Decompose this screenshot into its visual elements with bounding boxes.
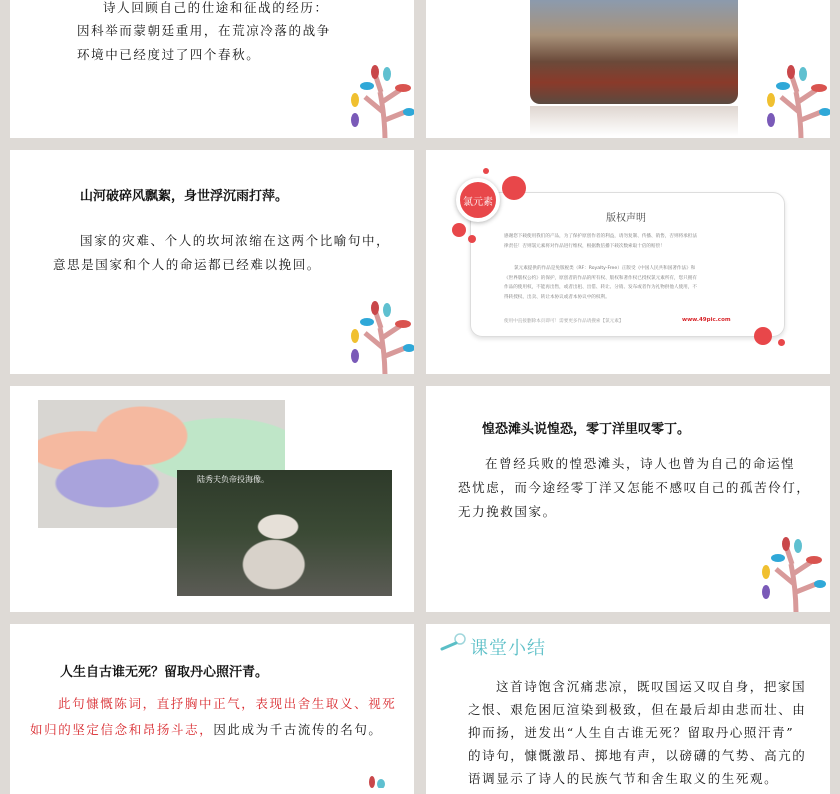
text-line: 环境中已经度过了四个春秋。 [77, 47, 261, 62]
slide-thumbnail-summary[interactable] [426, 624, 830, 794]
text-line: 氯元素提供的作品是免版税类（RF：Royalty-Free）正版受《中国人民共和国著作法》和 [514, 266, 696, 271]
slide-thumbnail-2[interactable] [426, 0, 830, 138]
tree-decoration-icon [345, 62, 414, 138]
text-line: 之恨、艰危困厄渲染到极致，但在最后却由悲而壮、由 [468, 702, 807, 717]
text-line: 律责任！否则氯元素将对作品进行维权，根据数倍播下载次数索取十倍的赔偿！ [504, 243, 665, 249]
tree-decoration-icon [761, 62, 830, 138]
painting-reflection [530, 106, 738, 136]
copyright-para-1 [504, 232, 697, 251]
slide-thumbnail-6[interactable] [426, 386, 830, 612]
text-line: 因科举而蒙朝廷重用，在荒凉冷落的战争 [77, 23, 331, 38]
deco-circle [452, 223, 466, 237]
statue-photo [177, 470, 392, 596]
black-text: 因此成为千古流传的名句。 [213, 722, 383, 737]
site-url-link[interactable]: www.49pic.com [682, 317, 731, 323]
deco-circle [483, 168, 489, 174]
tree-decoration-icon [367, 774, 387, 788]
text-line: 这首诗饱含沉痛悲凉，既叹国运又叹自身，把家国 [496, 679, 807, 694]
copyright-para-2 [504, 264, 697, 302]
slide-thumbnail-1[interactable] [10, 0, 414, 138]
copyright-title: 版权声明 [606, 213, 646, 224]
slide-title: 人生自古谁无死？留取丹心照汗青。 [60, 665, 269, 680]
text-line: 在曾经兵败的惶恐滩头，诗人也曾为自己的命运惶 [485, 456, 796, 471]
deco-circle [754, 327, 772, 345]
text-line: 语调显示了诗人的民族气节和舍生取义的生死观。 [468, 771, 779, 786]
text-line: 《世界版权公约》的保护，原创者的作品的所有权、版权和著作权已授权氯元素所有，您只拥有 [504, 275, 697, 281]
logo-text: 氯元素 [463, 196, 493, 208]
text-line: 意思是国家和个人的命运都已经难以挽回。 [53, 257, 321, 272]
section-header: 课堂小结 [470, 638, 546, 659]
text-line: 恐忧虑，而今途经零丁洋又怎能不感叹自己的孤苦伶仃， [458, 480, 811, 495]
logo-badge [456, 178, 500, 222]
slide-thumbnail-copyright[interactable] [426, 150, 830, 374]
text-line: 作品的使用权，不能再出售，或者出租、出借、转让、分销、发布或者作为礼物供他人使用，不 [504, 285, 697, 290]
slide-thumbnail-3[interactable] [10, 150, 414, 374]
text-line: 无力挽救国家。 [458, 504, 557, 519]
battle-painting-image [530, 0, 738, 104]
slide-title: 山河破碎风飘絮，身世浮沉雨打萍。 [80, 189, 289, 204]
red-text: 如归的坚定信念和昂扬斗志， [30, 722, 214, 737]
magnifier-icon [440, 632, 468, 652]
slide-thumbnail-5[interactable] [10, 386, 414, 612]
text-line: 的诗句，慷慨激昂、掷地有声，以磅礴的气势、高亢的 [468, 748, 807, 763]
text-line: 得转授权、出卖、转让本协议或者本协议中的权利。 [504, 294, 610, 300]
tree-decoration-icon [756, 534, 826, 612]
slide-title: 惶恐滩头说惶恐，零丁洋里叹零丁。 [482, 422, 691, 437]
text-line: 诗人回顾自己的仕途和征战的经历： [103, 0, 329, 15]
tree-decoration-icon [345, 298, 414, 374]
text-line: 国家的灾难、个人的坎坷浓缩在这两个比喻句中， [80, 233, 391, 248]
photo-caption: 陆秀夫负帝投海像。 [197, 475, 269, 484]
red-text-line: 此句慷慨陈词，直抒胸中正气，表现出舍生取义、视死 [58, 696, 397, 711]
text-line: 感谢您下载使用我们的产品，为了保护原创作者的利益，请勿复制、传播、销售，否则将承担法 [504, 234, 697, 239]
deco-circle [468, 235, 476, 243]
deco-circle [778, 339, 785, 346]
text-line: 抑而扬，迸发出“人生自古谁无死？留取丹心照汗青” [468, 725, 795, 740]
slide-thumbnail-7[interactable] [10, 624, 414, 794]
text-line [30, 720, 383, 738]
copyright-footer: 使用中直接删除本页即可！需要更多作品请搜索【氯元素】 [504, 319, 624, 324]
deco-circle [502, 176, 526, 200]
